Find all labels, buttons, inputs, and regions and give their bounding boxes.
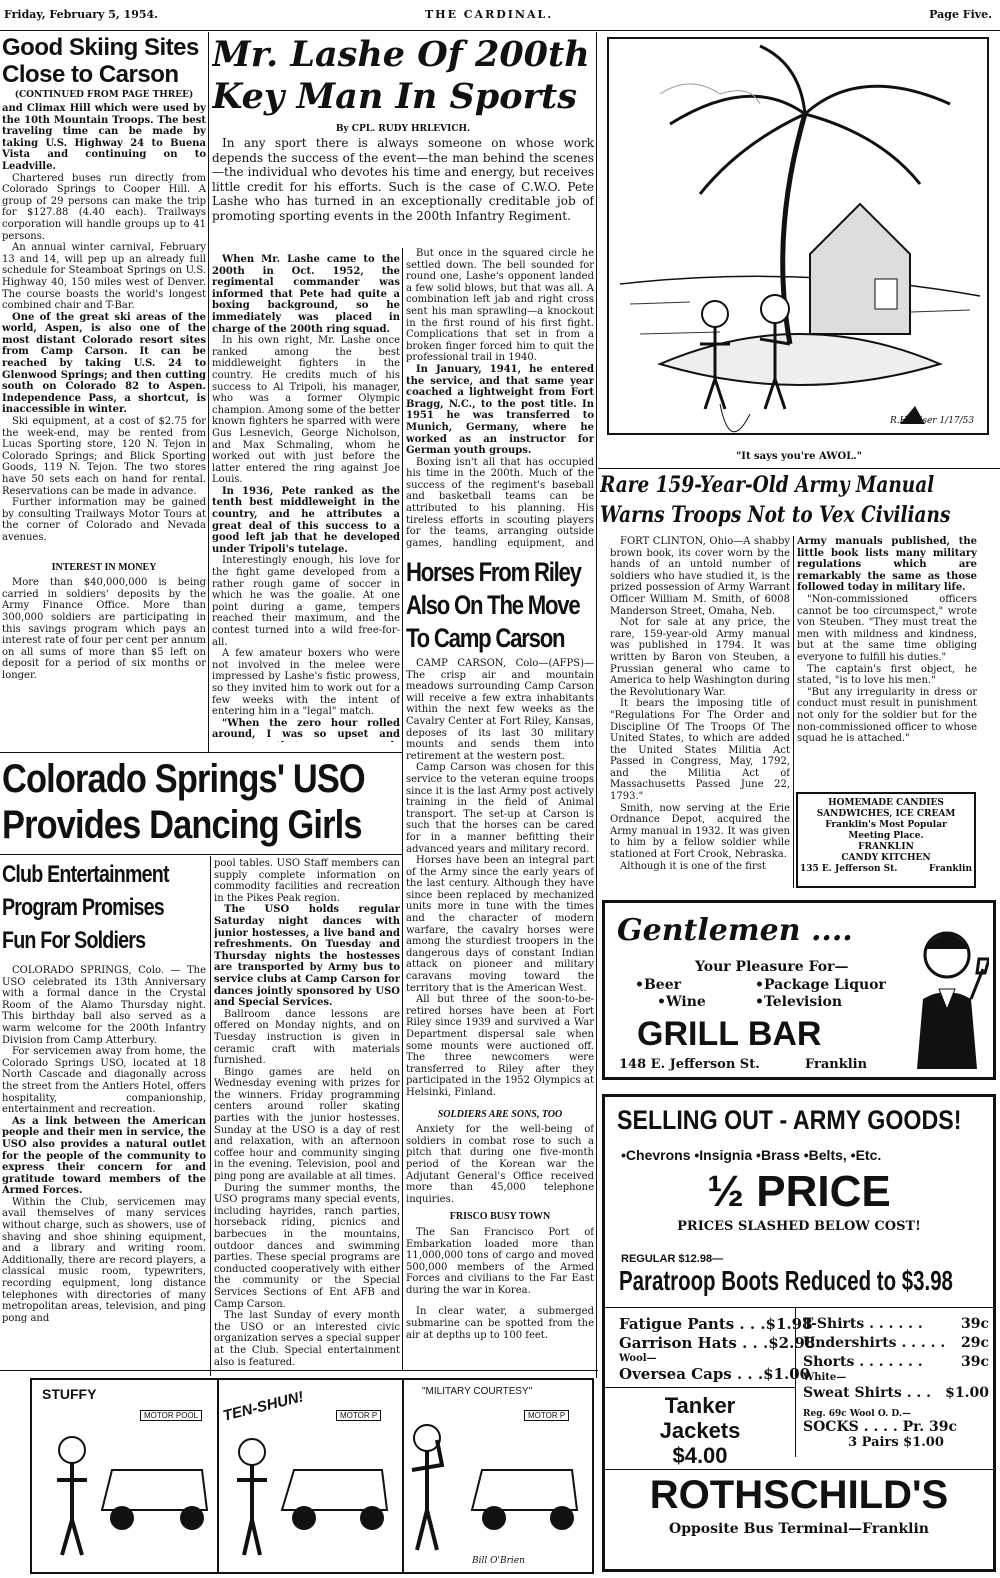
army-ad-price: $1.00 (763, 1365, 811, 1383)
grill-ad-name: GRILL BAR (637, 1015, 822, 1053)
comic-sign: MOTOR POOL (140, 1410, 202, 1421)
skiing-para: Ski equipment, at a cost of $2.75 for the week-end, may be rented from Lucas Sporting store, 120 N. Tejon in Colorado Springs; and Blick Sporting Goods, 119 N. Tejon. The two stores have 50 sets each on hand for rental. Reservations can be made in advance. (2, 416, 206, 497)
army-ad-location: Opposite Bus Terminal—Franklin (669, 1521, 929, 1537)
header-date: Friday, February 5, 1954. (4, 8, 158, 21)
horses-para: All but three of the soon-to-be-retired horses have been at Fort Riley since 1939 and survived a War Department dispersal sale when some mounts were auctioned off. The three newcomers were transferred to Riley after they participated in the 1952 Olympics at Helsinki, Finland. (406, 994, 594, 1098)
comic-drawings (32, 1380, 594, 1574)
army-ad-tanker: Tanker (664, 1393, 736, 1418)
lashe-byline: By CPL. RUDY HRLEVICH. (335, 124, 471, 134)
skiing-headline-line1: Good Skiing Sites (2, 34, 199, 61)
skiing-article (2, 34, 206, 754)
candy-ad-town: Franklin (929, 864, 972, 874)
horses-para: Camp Carson was chosen for this service to the veteran equine troops since it is the last Army post actively training in the field of Animal transport. The set-up at Carson is such that the horses can be cared for in a manner befitting their advanced years and military record. (406, 762, 594, 855)
comic-signature: Bill O'Brien (472, 1556, 525, 1566)
grill-ad-address: 148 E. Jefferson St. (619, 1057, 760, 1072)
army-ad-wool: Wool— (619, 1353, 657, 1364)
lashe-para: When Mr. Lashe came to the 200th in Oct. 1952, the regimental commander was informed that Pete had quite a boxing background, so he immediately was placed in charge of the 200th ring squad. (212, 254, 400, 335)
army-ad-price: 39c (960, 1354, 989, 1370)
submarine-text: In clear water, a submerged submarine can be spotted from the air at depths up to 100 feet. (406, 1306, 594, 1341)
uso-para: Within the Club, servicemen may avail themselves of many services without charge, such as showers, use of shaving and shoe shining equipment, and a library and writing room. Additionally, there are record players, a classical music room, typewriters, recording equipment, long distance telephones with directories of many metropolitan areas, television, and ping pong and (2, 1196, 206, 1324)
army-goods-ad (602, 1094, 996, 1572)
manual-para: Smith, now serving at the Erie Ordnance Depot, acquired the Army manual in 1932. It was given to him by a fellow soldier while stationed at Fort Crook, Nebraska. (610, 802, 790, 861)
skiing-continued: (CONTINUED FROM PAGE THREE) (14, 90, 194, 100)
comic-sign: MOTOR P (336, 1410, 381, 1421)
uso-para: During the summer months, the USO programs many special events, including hayrides, ranch parties, horseback riding, picnics and barbecues in the mountains, outdoor dances and swimming parties. These special programs are conducted cooperatively with either the community or the Special Services Sections of Ent AFB and Camp Carson. (214, 1182, 400, 1310)
cartoon-caption: "It says you're AWOL." (736, 451, 862, 462)
army-ad-item: T-Shirts . . . . . . (803, 1316, 923, 1332)
lashe-headline-line2: Key Man In Sports (212, 76, 577, 117)
army-ad-socks-reg: Reg. 69c Wool O. D.— (803, 1409, 912, 1419)
manual-para: "But any irregularity in dress or conduct must result in punishment not only for the soldier but for the non-commissioned officer to whose squad he is attached." (797, 686, 977, 745)
horses-headline-line3: To Camp Carson (406, 623, 565, 653)
army-ad-price: 29c (960, 1335, 989, 1351)
army-ad-price-row (803, 1315, 989, 1334)
manual-para: "Non-commissioned officers cannot be too circumspect," wrote von Steuben. "They must treat the men with mildness and kindness, but at the same time obliging everyone to fulfill his duties." (797, 593, 977, 663)
lashe-para: But once in the squared circle he settled down. The bell sounded for round one, Lashe's opponent landed a few solid blows, but that was all. A combination left jab and right cross sent his man sprawling—a knockout in the first round of his first fight. Complications that set in from a broken finger forced him to quit the professional trail in 1940. (406, 248, 594, 364)
grill-ad-item: •Television (755, 994, 843, 1010)
manual-para: Although it is one of the first (620, 860, 766, 872)
lashe-para: A few amateur boxers who were not involved in the melee were impressed by Lashe's fistic prowess, so they invited him to work out for a few weeks with the intent of entering him in a "legal" match. (212, 648, 400, 718)
army-ad-pairs: 3 Pairs $1.00 (848, 1435, 944, 1450)
cartoon-signature: R.H. Fiser 1/17/53 (890, 416, 975, 426)
army-ad-tanker: Jackets (659, 1418, 741, 1443)
sons-title: SOLDIERS ARE SONS, TOO (437, 1108, 563, 1120)
grill-ad-item: •Package Liquor (755, 977, 886, 993)
army-ad-item: Garrison Hats . . . (619, 1334, 769, 1352)
grill-ad-item: •Beer (635, 977, 681, 993)
candy-ad-line: Meeting Place. (848, 831, 924, 841)
candy-ad-line: Franklin's Most Popular (825, 820, 947, 830)
skiing-para: One of the great ski areas of the world, Aspen, is also one of the most distant Colorado resort sites from Camp Carson. It can be reached by taking U.S. 24 to Glenwood Springs; and then cutting south on Colorado 82 to Aspen. Independence Pass, a shortcut, is inaccessible in winter. (2, 311, 206, 416)
army-ad-item: Oversea Caps . . . (619, 1365, 764, 1383)
skiing-para: Chartered buses run directly from Colorado Springs to Cooper Hill. A group of 29 persons can make the trip for $127.88 (4.40 each). Trailways corporation will handle groups up to 41 persons. (2, 172, 206, 242)
awol-cartoon (600, 34, 998, 466)
uso-para: COLORADO SPRINGS, Colo. — The USO celebrated its 13th Anniversary with a formal dance in the Crystal Room of the Alamo Thursday night. This birthday ball also served as a warm welcome for the 200th Infantry Division from Camp Atterbury. (2, 965, 206, 1046)
army-ad-price-row (619, 1365, 811, 1384)
army-ad-item: Sweat Shirts . . . (803, 1385, 932, 1401)
manual-para: The captain's first object, he stated, "is to love his men." (797, 663, 977, 687)
candy-ad-line: FRANKLIN (858, 842, 914, 852)
uso-headline (2, 756, 400, 852)
comic-panel-title: STUFFY (42, 1386, 97, 1402)
sons-text: Anxiety for the well-being of soldiers in combat rose to such a pitch that during one five-month period of the Korean war the Adjutant General's Office received more than 45,000 telephone inquiries. (406, 1124, 594, 1205)
grill-ad-pleasure: Your Pleasure For— (695, 959, 849, 975)
army-ad-boots: Paratroop Boots Reduced to $3.98 (619, 1265, 953, 1296)
army-ad-title: SELLING OUT - ARMY GOODS! (617, 1105, 962, 1135)
uso-subhead-line3: Fun For Soldiers (2, 927, 146, 954)
army-ad-items: •Chevrons •Insignia •Brass •Belts, •Etc. (621, 1147, 882, 1163)
army-ad-item: Undershirts . . . . . (803, 1335, 946, 1351)
manual-article (600, 470, 998, 540)
grill-ad-town: Franklin (805, 1057, 868, 1072)
candy-ad-address: 135 E. Jefferson St. (800, 864, 898, 874)
waiter-illustration (905, 919, 989, 1069)
army-ad-price-row (619, 1334, 816, 1353)
army-ad-white: White— (803, 1372, 847, 1383)
horses-article (406, 556, 594, 1368)
manual-headline-line2: Warns Troops Not to Vex Civilians (600, 502, 951, 528)
grill-ad-title: Gentlemen .... (617, 913, 853, 948)
grill-ad-item: •Wine (657, 994, 706, 1010)
lashe-column-1 (212, 254, 400, 742)
army-ad-regular: REGULAR $12.98— (621, 1253, 724, 1265)
army-ad-price: $2.98 (768, 1334, 816, 1352)
army-ad-socks: SOCKS . . . . Pr. 39c (803, 1419, 957, 1435)
army-ad-price-row (803, 1353, 989, 1372)
uso-column-2 (214, 858, 400, 1370)
uso-headline-line1: Colorado Springs' USO (2, 757, 365, 801)
army-ad-price: $1.98 (765, 1315, 813, 1333)
lashe-lead: In any sport there is always someone on whose work depends the success of the event—the man behind the scenes—the individual who devotes his time and energy, but receives little credit for his efforts. Such is the case of C.W.O. Pete Lashe who has turned in an exceptionally creditable job of promoting sporting events in the 200th Infantry Regiment. (212, 136, 594, 223)
horses-para: Horses have been an integral part of the Army since the early years of the last century. Although they have since been replaced by mechanized units more in tune with the times and the character of modern warfare, the cavalry horses were among the sturdiest troopers in the dangerous days of constant Indian attack on pioneer and military caravans moving toward the territory that is the American West. (406, 855, 594, 994)
army-ad-price: 39c (960, 1316, 989, 1332)
candy-ad-line: SANDWICHES, ICE CREAM (816, 809, 956, 819)
army-ad-store: ROTHSCHILD'S (649, 1473, 949, 1517)
frisco-title: FRISCO BUSY TOWN (449, 1211, 551, 1223)
lashe-para: In January, 1941, he entered the service, and that same year coached a lightweight from Fort Bragg, N.C., to the post title. In 1951 he was transferred to Munich, Germany, where he worked as an instructor for German youth groups. (406, 363, 594, 457)
comic-panel-title: "MILITARY COURTESY" (422, 1386, 533, 1397)
army-ad-price-row (803, 1384, 989, 1403)
island-cartoon-drawing (600, 34, 998, 446)
army-ad-price-row (619, 1315, 813, 1334)
lashe-para: In 1936, Pete ranked as the tenth best middleweight in the country, and he attributes a great deal of this success to a good left jab that he developed under Tripoli's tutelage. (212, 485, 400, 555)
uso-column-1 (2, 858, 206, 1370)
manual-para: FORT CLINTON, Ohio—A shabby brown book, its cover worn by the hands of an untold number of soldiers who have studied it, is the prized possession of Army Warrant Officer William M. Smith, of 6008 Manderson Street, Omaha, Neb. (610, 536, 790, 617)
comic-strip (30, 1378, 594, 1574)
uso-para: pool tables. USO Staff members can supply complete information on commodity facilities and recreation in the Pikes Peak region. (214, 858, 400, 904)
uso-para: The last Sunday of every month the USO or an interested civic organization serves a special supper at the Club. Special entertainment also is featured. (214, 1310, 400, 1368)
army-ad-half-price: ½ PRICE (707, 1167, 891, 1216)
candy-kitchen-ad (796, 792, 976, 888)
army-ad-tanker: $4.00 (672, 1443, 728, 1468)
manual-para: It bears the imposing title of "Regulations For The Order and Discipline Of The Troops Of The United States, to which are added the United States Militia Act Passed in Congress, May, 1792, and the Militia Act of Massachusetts Passed June 22, 1793." (610, 698, 790, 803)
money-title: INTEREST IN MONEY (51, 561, 157, 573)
comic-sign: MOTOR P (524, 1410, 569, 1421)
uso-para: Bingo games are held on Wednesday evening with prizes for the winners. Friday programming centers around roller skating parties with the junior hostesses. Sunday at the USO is a day of rest and relaxation, with an afternoon coffee hour and community singing in the evening. Television, pool and ping pong are available at all times. (214, 1066, 400, 1183)
uso-para: Ballroom dance lessons are offered on Monday nights, and on Tuesday instruction is given in ceramic craft with materials furnished. (214, 1008, 400, 1067)
skiing-para: Further information may be gained by consulting Trailways Motor Tours at the corner of Colorado and Nevada avenues. (2, 497, 206, 543)
horses-headline-line2: Also On The Move (406, 590, 580, 620)
candy-ad-line: CANDY KITCHEN (841, 853, 931, 863)
horses-headline-line1: Horses From Riley (406, 557, 581, 587)
army-ad-price-row (803, 1334, 989, 1353)
skiing-headline-line2: Close to Carson (2, 61, 179, 88)
lashe-para: Interestingly enough, his love for the fight game developed from a rather rough game of soccer in which he was the goalie. At one point during a game, tempers reached their maximum, and the contest turned into a wild free-for-all. (212, 555, 400, 648)
manual-para: Not for sale at any price, the rare, 159-year-old Army manual was published in 1794. It was written by Baron von Steuben, a Prussian general who came to America to help Washington during the Revolutionary War. (610, 617, 790, 698)
uso-headline-line2: Provides Dancing Girls (2, 803, 362, 847)
comic-panel-title: TEN-SHUN! (221, 1388, 306, 1425)
skiing-para: and Climax Hill which were used by the 10th Mountain Troops. The best traveling time can be made by taking U.S. Highway 24 to Buena Vista and continuing on to Leadville. (2, 103, 206, 172)
manual-headline-line1: Rare 159-Year-Old Army Manual (600, 472, 935, 498)
money-text: More than $40,000,000 is being carried in soldiers' deposits by the Army Finance Office. More than 300,000 soldiers are participating in this savings program which pays an interest rate of four per cent per annum on all sums of more than $5 left on deposit for a period of six months or longer. (2, 577, 206, 681)
skiing-para: An annual winter carnival, February 13 and 14, will pep up an already full schedule for Steamboat Springs on U.S. Highway 40, 150 miles west of Denver. The course boasts the world's longest combined chair and T-Bar. (2, 242, 206, 312)
header-page-number: Page Five. (929, 8, 992, 21)
uso-para: The USO holds regular Saturday night dances with junior hostesses, a live band and refreshments. On Tuesday and Thursday nights the hostesses are transported by Army bus to service clubs at Camp Carson for dances jointly sponsored by USO and Special Services. (214, 904, 400, 1009)
frisco-text: The San Francisco Port of Embarkation loaded more than 11,000,000 tons of cargo and moved 500,000 members of the Armed Forces and civilians to the Far East during the war in Korea. (406, 1226, 594, 1296)
uso-para: As a link between the American people and their men in service, the USO also provides a natural outlet for the people of the community to express their concern for and gratitude toward members of the Armed Forces. (2, 1115, 206, 1197)
page-header (0, 4, 1000, 26)
uso-para: For servicemen away from home, the Colorado Springs USO, located at 18 North Cascade and diagonally across the street from the Antlers Hotel, offers hospitality, companionship, entertainment and recreation. (2, 1046, 206, 1116)
manual-para: Army manuals published, the little book lists many military regulations which are remarkably the same as those followed today in military life. (797, 536, 977, 594)
manual-column-1 (610, 536, 790, 892)
lashe-para: "When the zero hour rolled around, I was so upset and (212, 717, 400, 741)
candy-ad-line: HOMEMADE CANDIES (828, 798, 944, 808)
uso-subhead-line2: Program Promises (2, 894, 164, 921)
manual-column-2 (797, 536, 977, 786)
grill-bar-ad (602, 900, 996, 1080)
lashe-headline-line1: Mr. Lashe Of 200th (212, 34, 590, 75)
army-ad-price: $1.00 (945, 1385, 989, 1401)
uso-subhead-line1: Club Entertainment (2, 861, 169, 888)
lashe-article (212, 34, 594, 250)
army-ad-slashed: PRICES SLASHED BELOW COST! (677, 1219, 921, 1234)
lashe-para: In his own right, Mr. Lashe once ranked among the best middleweight fighters in the country. He credits much of his success to Al Tripoli, his manager, who was a former Olympic champion. Among some of the better known fighters he sparred with were Gus Lesnevich, George Nicholson, and Max Schmaling, whom he worked out with just before the latter entered the ring against Joe Louis. (212, 335, 400, 486)
army-ad-item: Shorts . . . . . . . (803, 1354, 923, 1370)
header-paper-name: THE CARDINAL. (425, 8, 554, 21)
horses-para: CAMP CARSON, Colo—(AFPS)—The crisp air and mountain meadows surrounding Camp Carson will receive a few extra inhabitants within the next few weeks as the Cavalry Center at Fort Riley, Kansas, deposes of its last 30 military mounts and sends them into retirement at the western post. (406, 658, 594, 762)
lashe-column-2 (406, 248, 594, 548)
army-ad-item: Fatigue Pants . . . (619, 1315, 766, 1333)
lashe-para: Boxing isn't all that has occupied his time in the 200th. Much of the success of the regiment's baseball and basketball teams can be attributed to his planning. His tireless efforts in scouting players for the teams, arranging outside games, handling equipment, and (406, 456, 594, 548)
